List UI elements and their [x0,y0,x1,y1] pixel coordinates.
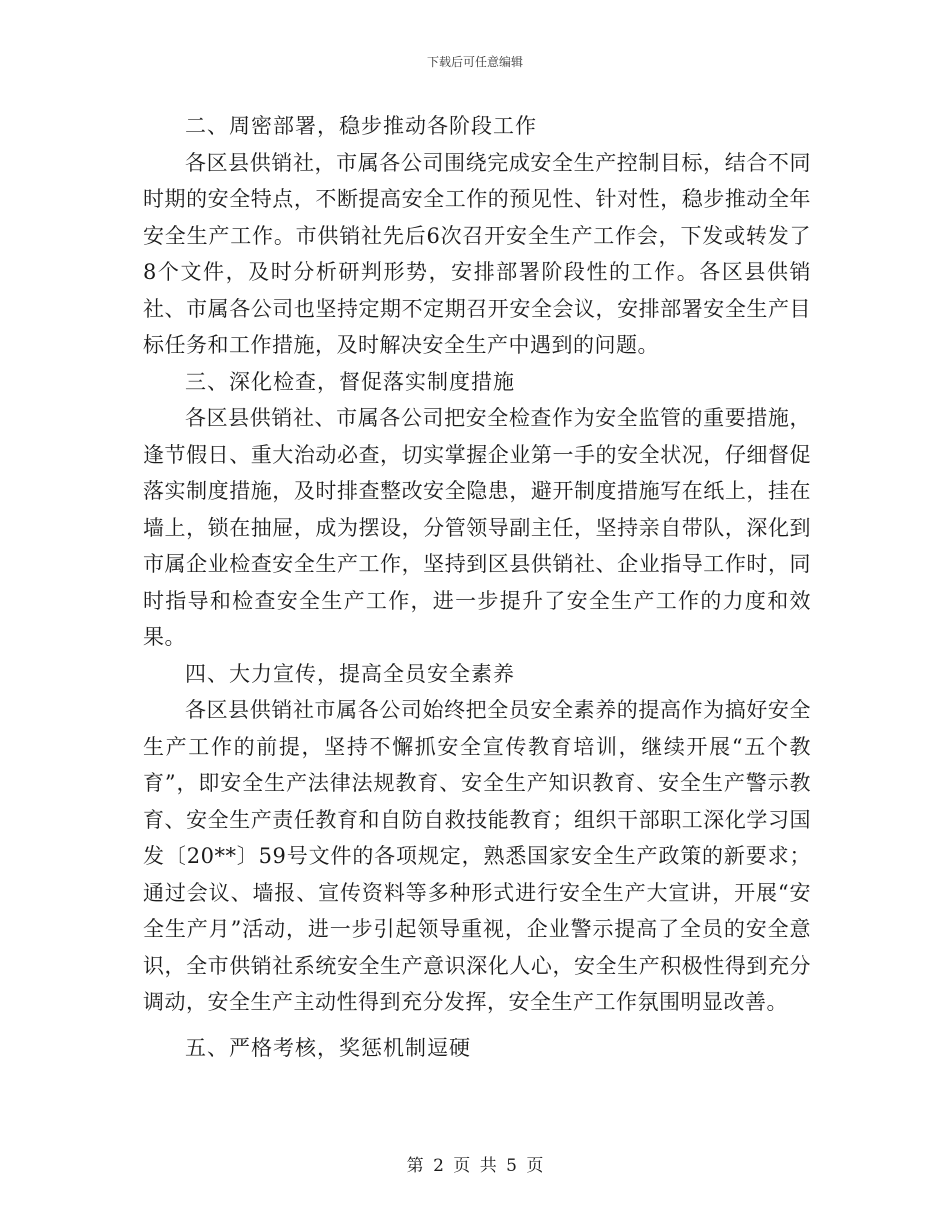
page-header-note: 下载后可任意编辑 [426,55,523,69]
section-heading-4: 四、大力宣传，提高全员安全素养 [185,661,515,686]
section-heading-5: 五、严格考核，奖惩机制逗硬 [185,1035,471,1060]
section-paragraph-2: 各区县供销社，市属各公司围绕完成安全生产控制目标，结合不同时期的安全特点，不断提高安全工作的预见性、针对性，稳步推动全年安全生产工作。市供销社先后6次召开安全生产工作会，下发或转发了8个文件，及时分析研判形势，安排部署阶段性的工作。各区县供销社、市属各公司也坚持定期不定期召开安全会议，安排部署安全生产目标任务和工作措施，及时解决安全生产中遇到的问题。 [143,150,811,357]
document-body [143,108,811,1066]
section-heading-3: 三、深化检查，督促落实制度措施 [185,369,515,394]
page-number: 第 2 页 共 5 页 [406,1156,544,1176]
section-heading-2: 二、周密部署，稳步推动各阶段工作 [185,114,537,138]
section-paragraph-4: 各区县供销社市属各公司始终把全员安全素养的提高作为搞好安全生产工作的前提，坚持不懈抓安全宣传教育培训，继续开展“五个教育”，即安全生产法律法规教育、安全生产知识教育、安全生产警示教育、安全生产责任教育和自防自救技能教育；组织干部职工深化学习国发〔20**〕59号文件的各项规定，熟悉国家安全生产政策的新要求；通过会议、墙报、宣传资料等多种形式进行安全生产大宣讲，开展“安全生产月”活动，进一步引起领导重视，企业警示提高了全员的安全意识，全市供销社系统安全生产意识深化人心，安全生产积极性得到充分调动，安全生产主动性得到充分发挥，安全生产工作氛围明显改善。 [143,698,811,1014]
section-paragraph-3: 各区县供销社、市属各公司把安全检查作为安全监管的重要措施，逢节假日、重大治动必查，切实掌握企业第一手的安全状况，仔细督促落实制度措施，及时排查整改安全隐患，避开制度措施写在纸上，挂在墙上，锁在抽屉，成为摆设，分管领导副主任，坚持亲自带队，深化到市属企业检查安全生产工作，坚持到区县供销社、企业指导工作时，同时指导和检查安全生产工作，进一步提升了安全生产工作的力度和效果。 [143,406,811,649]
